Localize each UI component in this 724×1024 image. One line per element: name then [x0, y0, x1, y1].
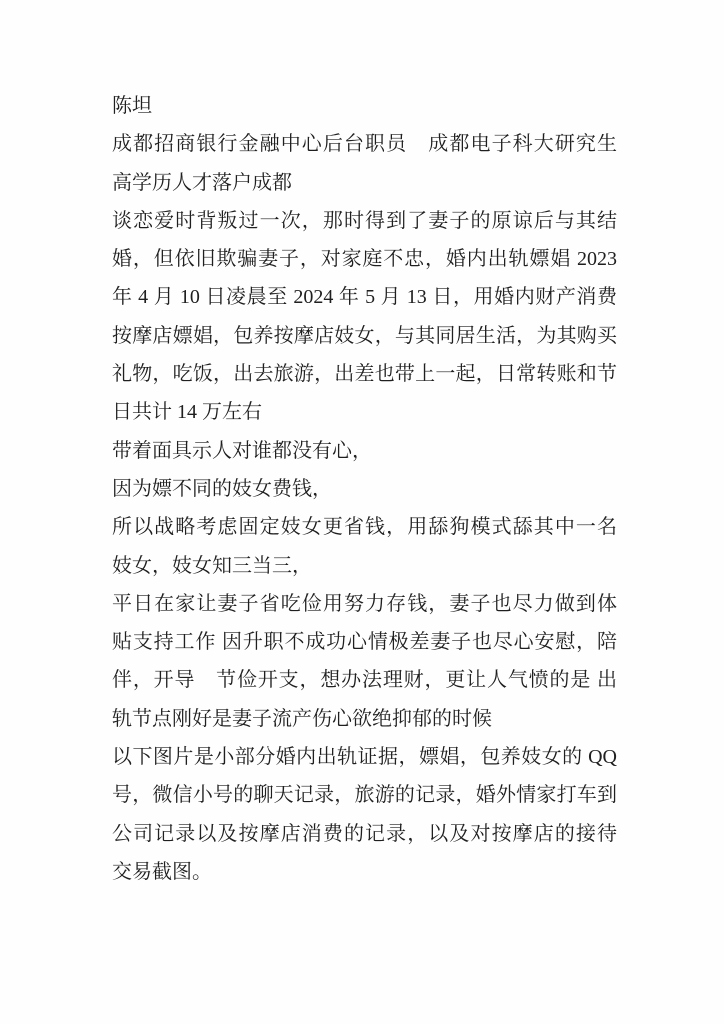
text-line: 公司记录以及按摩店消费的记录，以及对按摩店的接待: [112, 822, 617, 845]
text-line: 日共计 14 万左右: [112, 401, 262, 424]
text-line: 平日在家让妻子省吃俭用努力存钱，妻子也尽力做到体: [112, 592, 617, 615]
text-line: 所以战略考虑固定妓女更省钱，用舔狗模式舔其中一名: [112, 516, 617, 539]
text-line: 年 4 月 10 日凌晨至 2024 年 5 月 13 日，用婚内财产消费: [112, 286, 617, 309]
text-line: 谈恋爱时背叛过一次，那时得到了妻子的原谅后与其结: [112, 209, 617, 232]
text-line: 轨节点刚好是妻子流产伤心欲绝抑郁的时候: [112, 707, 492, 730]
document-text: [112, 87, 617, 891]
text-line: 按摩店嫖娼，包养按摩店妓女，与其同居生活，为其购买: [112, 324, 617, 347]
text-line: 陈坦: [112, 95, 152, 117]
text-line: 带着面具示人对谁都没有心，: [112, 439, 372, 462]
text-line: 婚，但依旧欺骗妻子，对家庭不忠，婚内出轨嫖娼 2023: [112, 248, 617, 271]
text-line: 交易截图。: [112, 860, 212, 883]
text-line: 成都招商银行金融中心后台职员 成都电子科大研究生: [112, 133, 617, 156]
text-line: 妓女，妓女知三当三，: [112, 554, 312, 577]
text-line: 伴，开导 节俭开支，想办法理财，更让人气愤的是 出: [112, 669, 617, 692]
text-line: 因为嫖不同的妓女费钱，: [112, 477, 332, 500]
text-line: 贴支持工作 因升职不成功心情极差妻子也尽心安慰，陪: [112, 631, 617, 654]
text-line: 高学历人才落户成都: [112, 171, 292, 194]
text-line: 号，微信小号的聊天记录，旅游的记录，婚外情家打车到: [112, 784, 617, 807]
text-line: 礼物，吃饭，出去旅游，出差也带上一起，日常转账和节: [112, 363, 617, 386]
text-line: 以下图片是小部分婚内出轨证据，嫖娼，包养妓女的 QQ: [112, 746, 617, 769]
